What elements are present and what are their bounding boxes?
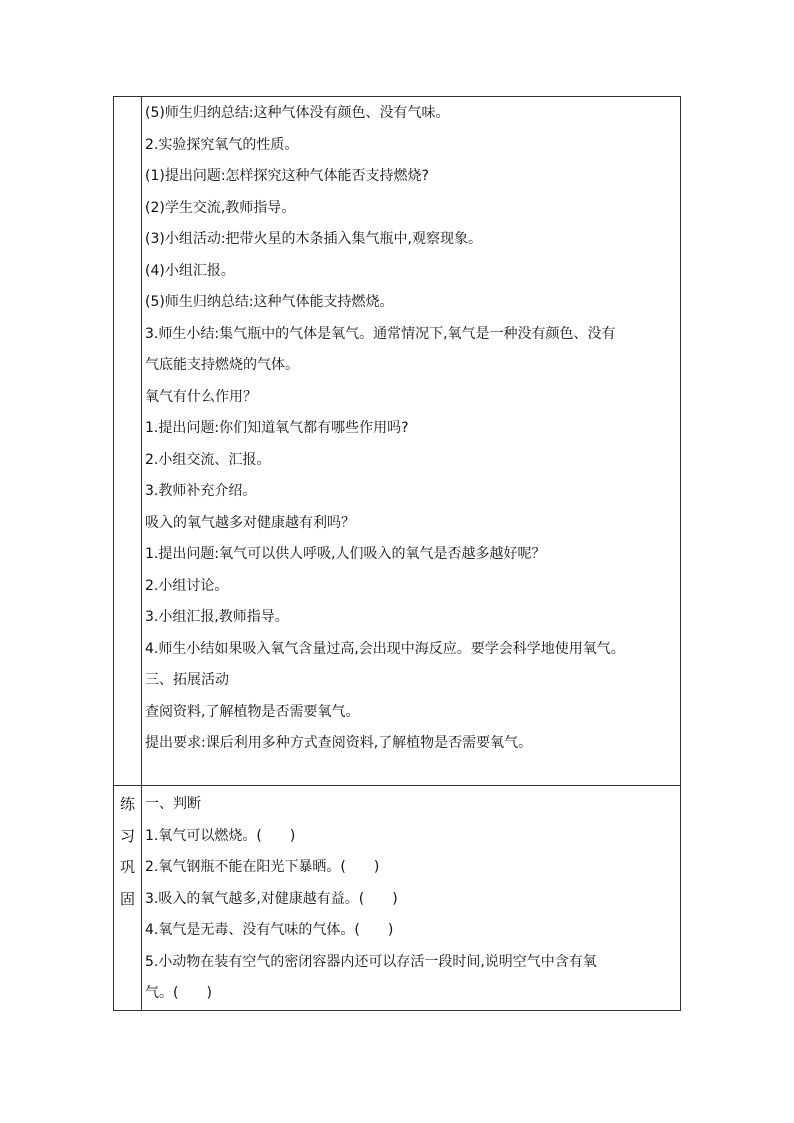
text-line: 4.师生小结如果吸入氧气含量过高,会出现中海反应。要学会科学地使用氧气。 xyxy=(145,640,625,657)
lesson-plan-table xyxy=(113,96,681,1011)
practice-content xyxy=(142,786,681,1011)
text-line: 2.实验探究氧气的性质。 xyxy=(145,136,299,153)
text-line: 提出要求:课后利用多种方式查阅资料,了解植物是否需要氧气。 xyxy=(145,735,533,751)
row-label-char: 习 xyxy=(119,826,135,845)
section-heading: 氧气有什么作用？ xyxy=(145,388,257,405)
practice-label-cell xyxy=(114,786,142,1011)
text-line: (4)小组汇报。 xyxy=(145,262,235,279)
text-line: (1)提出问题:怎样探究这种气体能否支持燃烧? xyxy=(145,168,429,184)
text-line: 2.小组交流、汇报。 xyxy=(145,451,271,468)
question-line: 4.氧气是无毒、没有气味的气体。( ) xyxy=(145,922,394,938)
row-label-char: 巩 xyxy=(119,858,135,876)
text-line: 3.小组汇报,教师指导。 xyxy=(145,609,289,625)
text-line: (5)师生归纳总结:这种气体能支持燃烧。 xyxy=(145,294,394,310)
text-line: 2.小组讨论。 xyxy=(145,577,229,594)
question-line: 1.氧气可以燃烧。( ) xyxy=(145,827,296,844)
row-label-cell-empty xyxy=(114,97,142,786)
text-line: 1.提出问题:氧气可以供人呼吸,人们吸入的氧气是否越多越好呢？ xyxy=(145,546,546,562)
text-line: (5)师生归纳总结:这种气体没有颜色、没有气味。 xyxy=(145,105,450,121)
row-label-char: 练 xyxy=(119,795,135,813)
text-line: 3.教师补充介绍。 xyxy=(145,483,257,499)
text-line: 气底能支持燃烧的气体。 xyxy=(145,357,299,373)
text-line: 1.提出问题:你们知道氧气都有哪些作用吗? xyxy=(145,420,409,436)
text-line: 查阅资料,了解植物是否需要氧气。 xyxy=(145,703,360,720)
text-line: (3)小组活动:把带火星的木条插入集气瓶中,观察现象。 xyxy=(145,231,482,247)
teaching-process-row xyxy=(114,97,681,786)
teaching-process-content xyxy=(142,97,681,786)
question-line: 3.吸入的氧气越多,对健康越有益。( ) xyxy=(145,890,398,907)
text-line: 3.师生小结:集气瓶中的气体是氧气。通常情况下,氧气是一种没有颜色、没有 xyxy=(145,325,616,342)
row-label-char: 固 xyxy=(119,889,135,908)
practice-row xyxy=(114,786,681,1011)
text-line: (2)学生交流,教师指导。 xyxy=(145,199,296,216)
question-line: 2.氧气钢瓶不能在阳光下暴晒。( ) xyxy=(145,859,380,875)
question-line: 气。( ) xyxy=(145,985,212,1001)
section-heading: 吸入的氧气越多对健康越有利吗？ xyxy=(145,514,355,531)
section-heading: 三、拓展活动 xyxy=(145,672,229,688)
section-heading: 一、判断 xyxy=(145,796,201,812)
question-line: 5.小动物在装有空气的密闭容器内还可以存活一段时间,说明空气中含有氧 xyxy=(145,953,597,970)
